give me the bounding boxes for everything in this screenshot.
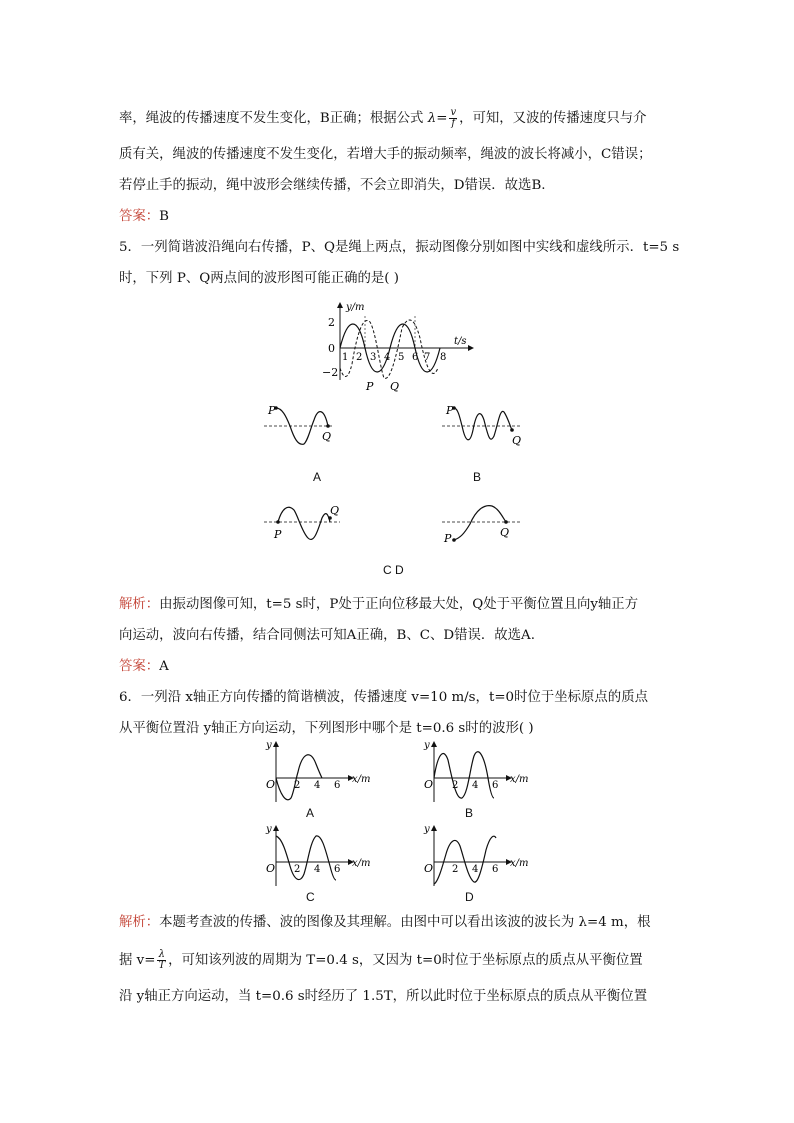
y-axis-label: y/m: [346, 302, 365, 313]
tick: 2: [294, 864, 301, 875]
q6-graph-d: [416, 822, 536, 892]
origin: O: [424, 778, 434, 791]
x-label: x/m: [352, 774, 371, 785]
q5-option-d-graph: [440, 500, 530, 550]
answer-value: A: [159, 659, 169, 674]
tick: 2: [452, 780, 459, 791]
tick: 6: [492, 864, 499, 875]
formula-fraction: [157, 950, 166, 971]
analysis-text: 由振动图像可知，t=5 s时，P处于正向位移最大处，Q处于平衡位置且向y轴正方: [159, 597, 639, 612]
label-p: P: [268, 404, 276, 417]
curve-label-q: Q: [390, 380, 400, 393]
origin: O: [266, 862, 276, 875]
tick: 4: [314, 780, 321, 791]
t-tick: 8: [440, 352, 447, 363]
origin: O: [266, 778, 276, 791]
q5-option-b-graph: [440, 400, 530, 450]
q6-line-2: 从平衡位置沿 y轴正方向运动，下列图形中哪个是 t=0.6 s时的波形( ): [119, 721, 534, 736]
q5-option-a-graph: [262, 400, 342, 450]
t-tick: 2: [356, 352, 363, 363]
q6-graph-c: [258, 822, 378, 892]
label-q: Q: [330, 504, 340, 517]
y-tick: 0: [328, 342, 335, 355]
tick: 6: [334, 780, 341, 791]
tick: 6: [334, 864, 341, 875]
t-axis-label: t/s: [454, 336, 467, 347]
fraction-numerator: λ: [158, 949, 165, 960]
q5-analysis-line-1: [119, 596, 638, 614]
text: 据 v=: [119, 953, 156, 968]
label-q: Q: [512, 434, 522, 447]
y-label: y: [424, 824, 430, 835]
q6-line-1: 6．一列沿 x轴正方向传播的简谐横波，传播速度 v=10 m/s，t=0时位于坐标原点的质点: [119, 690, 648, 705]
fraction-denominator: f: [451, 118, 456, 129]
y-tick: −2: [322, 366, 339, 379]
q5-option-b-label: B: [473, 470, 482, 484]
label-q: Q: [322, 430, 332, 443]
fraction-numerator: v: [450, 107, 457, 118]
q5-line-2: 时，下列 P、Q两点间的波形图可能正确的是( ): [119, 271, 399, 286]
t-tick: 3: [370, 352, 377, 363]
label-p: P: [446, 404, 454, 417]
x-label: x/m: [510, 858, 529, 869]
x-label: x/m: [352, 858, 371, 869]
q6-option-a-label: A: [306, 806, 315, 820]
y-label: y: [424, 740, 430, 751]
t-tick: 1: [342, 352, 349, 363]
analysis-label: 解析：: [119, 597, 160, 612]
tick: 2: [294, 780, 301, 791]
q5-analysis-line-2: 向运动，波向右传播，结合同侧法可知A正确，B、C、D错误．故选A.: [119, 628, 535, 643]
t-tick: 7: [424, 352, 431, 363]
y-label: y: [266, 824, 272, 835]
answer-label: 答案：: [119, 659, 160, 674]
q5-answer: [119, 658, 169, 676]
text: 率，绳波的传播速度不发生变化，B正确；根据公式: [119, 111, 424, 126]
q6-option-c-label: C: [306, 890, 315, 904]
origin: O: [424, 862, 434, 875]
formula-fraction: [449, 108, 457, 129]
equals-sign: =: [436, 111, 448, 126]
q6-option-d-label: D: [465, 890, 474, 904]
answer-label: 答案：: [119, 209, 160, 224]
y-tick: 2: [328, 316, 335, 329]
q6-analysis-line-2: [119, 950, 643, 971]
q6-graph-a: [258, 738, 378, 808]
prev-analysis-line-1: [119, 108, 647, 129]
text: ，可知该列波的周期为 T=0.4 s，又因为 t=0时位于坐标原点的质点从平衡位置: [168, 953, 643, 968]
prev-analysis-line-2: 质有关，绳波的传播速度不发生变化，若增大手的振动频率，绳波的波长将减小，C错误；: [119, 147, 652, 162]
text: ，可知，又波的传播速度只与介: [459, 111, 647, 126]
analysis-text: 本题考查波的传播、波的图像及其理解。由图中可以看出该波的波长为 λ=4 m，根: [159, 915, 651, 930]
q6-analysis-line-1: [119, 914, 651, 932]
label-p: P: [274, 528, 282, 541]
q5-option-cd-label: C D: [383, 563, 404, 577]
q5-line-1: 5．一列简谐波沿绳向右传播，P、Q是绳上两点，振动图像分别如图中实线和虚线所示．t=5 s: [119, 240, 680, 255]
t-tick: 4: [384, 352, 391, 363]
answer-value: B: [159, 209, 170, 224]
answer-4: [119, 208, 169, 226]
label-q: Q: [500, 526, 510, 539]
q5-vibration-graph: [318, 298, 478, 393]
x-label: x/m: [510, 774, 529, 785]
q5-option-c-graph: [262, 500, 352, 550]
y-label: y: [266, 740, 272, 751]
fraction-denominator: T: [158, 960, 166, 971]
tick: 4: [472, 864, 479, 875]
tick: 4: [314, 864, 321, 875]
t-tick: 6: [412, 352, 419, 363]
lambda-symbol: λ: [427, 111, 437, 126]
curve-label-p: P: [366, 380, 374, 393]
label-p: P: [444, 532, 452, 545]
q6-graph-b: [416, 738, 536, 808]
tick: 2: [452, 864, 459, 875]
q6-analysis-line-3: 沿 y轴正方向运动，当 t=0.6 s时经历了 1.5T，所以此时位于坐标原点的质点从平衡位置: [119, 989, 648, 1004]
analysis-label: 解析：: [119, 915, 160, 930]
prev-analysis-line-3: 若停止手的振动，绳中波形会继续传播，不会立即消失，D错误．故选B.: [119, 178, 546, 193]
q6-option-b-label: B: [465, 806, 474, 820]
t-tick: 5: [398, 352, 405, 363]
tick: 6: [492, 780, 499, 791]
q5-option-a-label: A: [313, 470, 322, 484]
tick: 4: [472, 780, 479, 791]
